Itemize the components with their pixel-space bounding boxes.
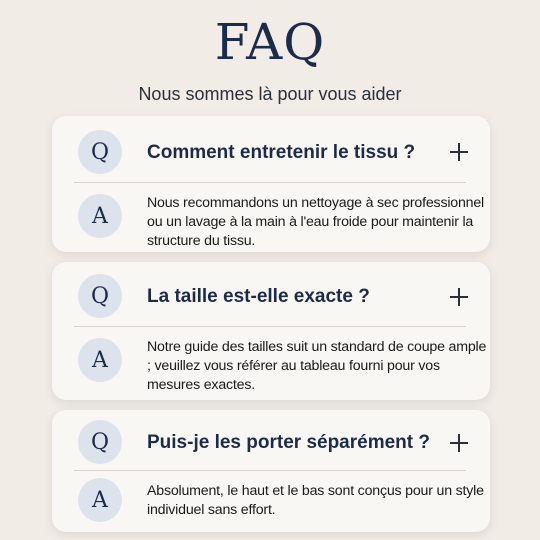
answer-badge: A	[78, 478, 122, 522]
faq-question: La taille est-elle exacte ?	[147, 286, 370, 307]
faq-answer: Notre guide des tailles suit un standard de coupe ample ; veuillez vous référer au tableau fourni pour vos mesures exactes.	[147, 339, 487, 393]
question-badge: Q	[78, 130, 122, 174]
faq-item	[52, 262, 490, 400]
question-badge: Q	[78, 420, 122, 464]
plus-icon[interactable]	[450, 143, 468, 161]
faq-item	[52, 116, 490, 252]
plus-icon[interactable]	[450, 434, 468, 452]
faq-answer: Absolument, le haut et le bas sont conçus pour un style individuel sans effort.	[147, 483, 484, 518]
page-title: FAQ	[214, 13, 326, 71]
faq-question: Comment entretenir le tissu ?	[147, 142, 416, 163]
question-badge: Q	[78, 274, 122, 318]
divider	[74, 326, 466, 327]
plus-icon[interactable]	[450, 288, 468, 306]
answer-badge: A	[78, 338, 122, 382]
faq-answer: Nous recommandons un nettoyage à sec professionnel ou un lavage à la main à l'eau froide pour maintenir la structure du tissu.	[147, 195, 485, 249]
faq-header	[0, 14, 540, 105]
faq-question-row[interactable]	[52, 262, 490, 326]
divider	[74, 182, 466, 183]
answer-badge: A	[78, 194, 122, 238]
faq-item	[52, 410, 490, 532]
faq-question-row[interactable]	[52, 410, 490, 474]
faq-question-row[interactable]	[52, 116, 490, 180]
divider	[74, 470, 466, 471]
page-subtitle: Nous sommes là pour vous aider	[138, 84, 402, 104]
faq-question: Puis-je les porter séparément ?	[147, 432, 430, 453]
